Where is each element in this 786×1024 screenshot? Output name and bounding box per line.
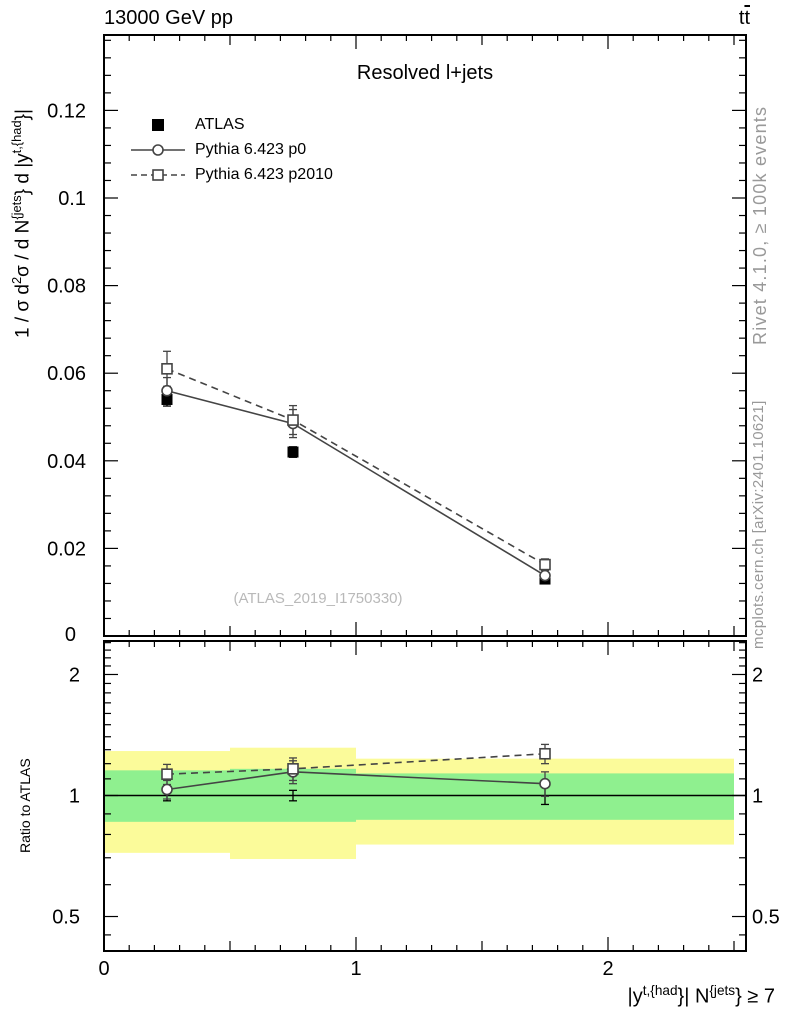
y-axis-label: 1 / σ $d^2\sigma$ / d $N^{\{jets}$} d $|y^{t,\{had}\}|$ xyxy=(9,109,34,338)
ratio-y-tick-label-right: 0.5 xyxy=(752,906,780,929)
x-axis-label: $|y^{t,\{had}\}|$ $N^{\{jets}\} \ge 7$ xyxy=(627,983,775,1008)
x-tick-label: 2 xyxy=(602,958,614,980)
main-y-tick-label: 0 xyxy=(64,624,76,646)
pythia-p2010-point xyxy=(162,364,172,374)
main-y-tick-label: 0.12 xyxy=(47,100,86,123)
ratio-p2010-point xyxy=(162,769,172,779)
pythia-p2010-marker-icon xyxy=(130,164,186,186)
beam-energy-label: 13000 GeV pp xyxy=(104,7,233,29)
ratio-y-tick-label-right: 1 xyxy=(752,785,764,808)
atlas-data-point xyxy=(288,447,299,458)
main-y-tick-label: 0.06 xyxy=(47,363,86,386)
legend-item-pythia-p2010 xyxy=(130,162,333,187)
pythia-p2010-point xyxy=(540,560,550,570)
ratio-y-tick-label-left: 0.5 xyxy=(52,906,80,929)
pythia-p2010-line xyxy=(167,369,545,565)
main-y-tick-label: 0.04 xyxy=(47,450,86,473)
pythia-p0-point xyxy=(540,571,550,581)
legend-item-pythia-p0 xyxy=(130,137,333,162)
analysis-watermark: (ATLAS_2019_I1750330) xyxy=(233,590,403,607)
x-tick-label: 1 xyxy=(350,958,362,980)
ratio-p2010-point xyxy=(540,749,550,759)
ratio-p2010-point xyxy=(288,764,298,774)
open-square-dashed-line-sample xyxy=(130,164,186,186)
plot-title: Resolved l+jets xyxy=(356,62,494,84)
rivet-version-note: Rivet 4.1.0, ≥ 100k events xyxy=(750,105,770,345)
legend-label-pythia-p2010: Pythia 6.423 p2010 xyxy=(195,165,333,183)
legend-label-pythia-p0: Pythia 6.423 p0 xyxy=(195,140,307,158)
pythia-p0-line xyxy=(167,391,545,576)
ratio-y-tick-label-left: 1 xyxy=(68,785,80,808)
main-y-tick-label: 0.02 xyxy=(47,538,86,561)
ratio-y-tick-label-left: 2 xyxy=(68,664,80,687)
legend-item-atlas xyxy=(130,112,333,137)
process-label: $t\overline{t}$ xyxy=(738,7,750,29)
open-circle-solid-line-sample xyxy=(130,139,186,161)
atlas-marker-icon xyxy=(130,114,186,136)
legend-label-atlas: ATLAS xyxy=(195,115,245,133)
ratio-p0-point xyxy=(162,784,172,794)
legend xyxy=(130,112,333,187)
pythia-p0-point xyxy=(162,386,172,396)
x-tick-label: 0 xyxy=(98,958,110,980)
mcplots-credit: mcplots.cern.ch [arXiv:2401.10621] xyxy=(750,400,767,649)
main-y-tick-label: 0.08 xyxy=(47,275,86,298)
ratio-axis-label: Ratio to ATLAS xyxy=(17,758,33,853)
ratio-p0-point xyxy=(540,779,550,789)
ratio-y-tick-label-right: 2 xyxy=(752,664,764,687)
main-y-tick-label: 0.1 xyxy=(58,188,86,210)
pythia-p2010-point xyxy=(288,415,298,425)
pythia-p0-marker-icon xyxy=(130,139,186,161)
filled-square-sample xyxy=(130,114,186,136)
